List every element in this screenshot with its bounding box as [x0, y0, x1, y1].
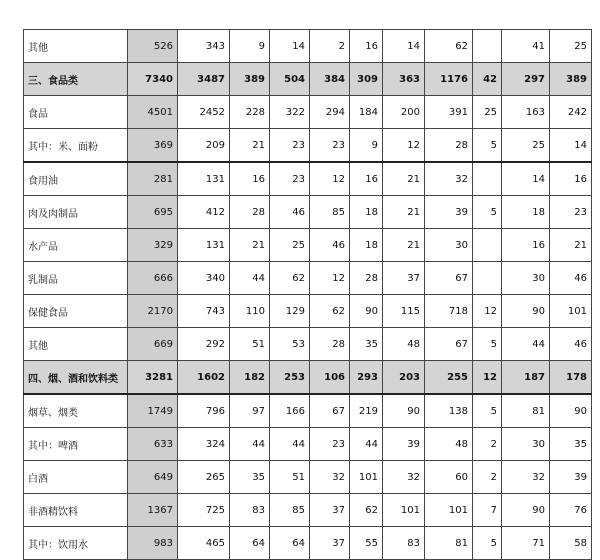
- row-label: 保健食品: [24, 295, 128, 328]
- value-cell: 62: [425, 30, 473, 63]
- row-total-cell: 633: [128, 428, 178, 461]
- value-cell: 23: [270, 162, 310, 196]
- value-cell: [473, 30, 502, 63]
- table-row: [24, 328, 592, 361]
- value-cell: 90: [502, 295, 550, 328]
- value-cell: 725: [178, 494, 230, 527]
- value-cell: 3487: [178, 63, 230, 96]
- value-cell: 166: [270, 394, 310, 428]
- value-cell: 21: [550, 229, 592, 262]
- value-cell: 42: [473, 63, 502, 96]
- value-cell: 12: [473, 295, 502, 328]
- value-cell: 12: [310, 262, 350, 295]
- table-row: [24, 30, 592, 63]
- row-label: 乳制品: [24, 262, 128, 295]
- row-label: 其中：饮用水: [24, 527, 128, 560]
- row-label: 其中：啤酒: [24, 428, 128, 461]
- value-cell: 178: [550, 361, 592, 395]
- value-cell: 55: [350, 527, 383, 560]
- value-cell: 9: [350, 129, 383, 163]
- value-cell: 32: [502, 461, 550, 494]
- value-cell: 83: [383, 527, 425, 560]
- table-row: [24, 494, 592, 527]
- value-cell: 14: [502, 162, 550, 196]
- value-cell: 343: [178, 30, 230, 63]
- value-cell: 32: [310, 461, 350, 494]
- row-total-cell: 7340: [128, 63, 178, 96]
- table-row: [24, 262, 592, 295]
- value-cell: 389: [230, 63, 270, 96]
- value-cell: 242: [550, 96, 592, 129]
- value-cell: 21: [383, 196, 425, 229]
- value-cell: 16: [230, 162, 270, 196]
- value-cell: 37: [310, 527, 350, 560]
- table-row: [24, 361, 592, 395]
- value-cell: 340: [178, 262, 230, 295]
- table-row: [24, 394, 592, 428]
- table-row: [24, 461, 592, 494]
- value-cell: 265: [178, 461, 230, 494]
- value-cell: 12: [310, 162, 350, 196]
- value-cell: 1176: [425, 63, 473, 96]
- value-cell: 62: [350, 494, 383, 527]
- value-cell: 41: [502, 30, 550, 63]
- row-total-cell: 1749: [128, 394, 178, 428]
- value-cell: 203: [383, 361, 425, 395]
- value-cell: 28: [350, 262, 383, 295]
- table-row: [24, 229, 592, 262]
- value-cell: 35: [230, 461, 270, 494]
- value-cell: 25: [270, 229, 310, 262]
- value-cell: 228: [230, 96, 270, 129]
- value-cell: 97: [230, 394, 270, 428]
- value-cell: 184: [350, 96, 383, 129]
- row-total-cell: 669: [128, 328, 178, 361]
- row-total-cell: 4501: [128, 96, 178, 129]
- value-cell: 5: [473, 328, 502, 361]
- value-cell: 16: [502, 229, 550, 262]
- value-cell: 35: [550, 428, 592, 461]
- value-cell: 101: [550, 295, 592, 328]
- value-cell: 200: [383, 96, 425, 129]
- table-row: [24, 162, 592, 196]
- value-cell: 187: [502, 361, 550, 395]
- value-cell: 106: [310, 361, 350, 395]
- value-cell: 46: [310, 229, 350, 262]
- value-cell: [473, 229, 502, 262]
- value-cell: 51: [270, 461, 310, 494]
- value-cell: 465: [178, 527, 230, 560]
- table-row: [24, 96, 592, 129]
- value-cell: 743: [178, 295, 230, 328]
- value-cell: 16: [350, 30, 383, 63]
- value-cell: 12: [383, 129, 425, 163]
- value-cell: 62: [270, 262, 310, 295]
- value-cell: 44: [270, 428, 310, 461]
- table-body: [24, 30, 592, 560]
- row-label: 四、烟、酒和饮料类: [24, 361, 128, 395]
- value-cell: 363: [383, 63, 425, 96]
- value-cell: 53: [270, 328, 310, 361]
- table-row: [24, 428, 592, 461]
- row-label: 其中：米、面粉: [24, 129, 128, 163]
- row-label: 非酒精饮料: [24, 494, 128, 527]
- value-cell: 32: [383, 461, 425, 494]
- value-cell: 64: [230, 527, 270, 560]
- value-cell: 46: [550, 328, 592, 361]
- value-cell: 309: [350, 63, 383, 96]
- value-cell: 35: [350, 328, 383, 361]
- statistics-table: [23, 29, 592, 560]
- row-total-cell: 649: [128, 461, 178, 494]
- value-cell: 293: [350, 361, 383, 395]
- value-cell: 5: [473, 196, 502, 229]
- value-cell: 101: [425, 494, 473, 527]
- value-cell: 297: [502, 63, 550, 96]
- value-cell: 163: [502, 96, 550, 129]
- value-cell: 64: [270, 527, 310, 560]
- row-label: 其他: [24, 328, 128, 361]
- table-row: [24, 527, 592, 560]
- value-cell: 384: [310, 63, 350, 96]
- table-row: [24, 295, 592, 328]
- row-total-cell: 3281: [128, 361, 178, 395]
- value-cell: 25: [502, 129, 550, 163]
- value-cell: 23: [270, 129, 310, 163]
- row-total-cell: 281: [128, 162, 178, 196]
- value-cell: 2: [473, 461, 502, 494]
- row-total-cell: 369: [128, 129, 178, 163]
- value-cell: 5: [473, 527, 502, 560]
- value-cell: 48: [383, 328, 425, 361]
- value-cell: 58: [550, 527, 592, 560]
- value-cell: 2: [473, 428, 502, 461]
- row-total-cell: 526: [128, 30, 178, 63]
- value-cell: 7: [473, 494, 502, 527]
- value-cell: 32: [425, 162, 473, 196]
- row-label: 三、食品类: [24, 63, 128, 96]
- value-cell: 110: [230, 295, 270, 328]
- value-cell: 504: [270, 63, 310, 96]
- value-cell: 2: [310, 30, 350, 63]
- row-total-cell: 983: [128, 527, 178, 560]
- value-cell: 21: [383, 162, 425, 196]
- row-total-cell: 666: [128, 262, 178, 295]
- value-cell: 138: [425, 394, 473, 428]
- value-cell: 25: [473, 96, 502, 129]
- value-cell: 44: [230, 262, 270, 295]
- value-cell: 182: [230, 361, 270, 395]
- value-cell: 85: [310, 196, 350, 229]
- value-cell: 21: [230, 229, 270, 262]
- value-cell: 412: [178, 196, 230, 229]
- value-cell: 30: [502, 262, 550, 295]
- value-cell: 46: [270, 196, 310, 229]
- value-cell: 219: [350, 394, 383, 428]
- value-cell: 101: [383, 494, 425, 527]
- value-cell: 81: [425, 527, 473, 560]
- table-row: [24, 196, 592, 229]
- table-row: [24, 129, 592, 163]
- value-cell: 209: [178, 129, 230, 163]
- value-cell: 62: [310, 295, 350, 328]
- value-cell: 14: [550, 129, 592, 163]
- value-cell: 131: [178, 162, 230, 196]
- value-cell: 5: [473, 394, 502, 428]
- value-cell: 39: [425, 196, 473, 229]
- value-cell: 90: [350, 295, 383, 328]
- value-cell: [473, 262, 502, 295]
- value-cell: 51: [230, 328, 270, 361]
- value-cell: 14: [270, 30, 310, 63]
- value-cell: 37: [310, 494, 350, 527]
- value-cell: 39: [550, 461, 592, 494]
- value-cell: 115: [383, 295, 425, 328]
- value-cell: 46: [550, 262, 592, 295]
- value-cell: 21: [383, 229, 425, 262]
- value-cell: 28: [310, 328, 350, 361]
- value-cell: 44: [502, 328, 550, 361]
- row-total-cell: 1367: [128, 494, 178, 527]
- value-cell: 1602: [178, 361, 230, 395]
- row-label: 水产品: [24, 229, 128, 262]
- value-cell: 131: [178, 229, 230, 262]
- value-cell: 796: [178, 394, 230, 428]
- value-cell: 81: [502, 394, 550, 428]
- value-cell: [473, 162, 502, 196]
- value-cell: 16: [550, 162, 592, 196]
- value-cell: 324: [178, 428, 230, 461]
- value-cell: 14: [383, 30, 425, 63]
- value-cell: 2452: [178, 96, 230, 129]
- row-total-cell: 695: [128, 196, 178, 229]
- value-cell: 71: [502, 527, 550, 560]
- value-cell: 76: [550, 494, 592, 527]
- table-row: [24, 63, 592, 96]
- value-cell: 39: [383, 428, 425, 461]
- row-label: 其他: [24, 30, 128, 63]
- value-cell: 28: [230, 196, 270, 229]
- value-cell: 30: [425, 229, 473, 262]
- value-cell: 60: [425, 461, 473, 494]
- row-label: 白酒: [24, 461, 128, 494]
- value-cell: 44: [230, 428, 270, 461]
- row-total-cell: 329: [128, 229, 178, 262]
- value-cell: 67: [310, 394, 350, 428]
- value-cell: 25: [550, 30, 592, 63]
- value-cell: 16: [350, 162, 383, 196]
- row-label: 肉及肉制品: [24, 196, 128, 229]
- row-label: 食品: [24, 96, 128, 129]
- row-label: 食用油: [24, 162, 128, 196]
- value-cell: 67: [425, 262, 473, 295]
- value-cell: 23: [550, 196, 592, 229]
- value-cell: 90: [550, 394, 592, 428]
- value-cell: 85: [270, 494, 310, 527]
- value-cell: 255: [425, 361, 473, 395]
- value-cell: 389: [550, 63, 592, 96]
- value-cell: 44: [350, 428, 383, 461]
- value-cell: 253: [270, 361, 310, 395]
- value-cell: 83: [230, 494, 270, 527]
- value-cell: 90: [502, 494, 550, 527]
- value-cell: 48: [425, 428, 473, 461]
- value-cell: 129: [270, 295, 310, 328]
- value-cell: 90: [383, 394, 425, 428]
- value-cell: 5: [473, 129, 502, 163]
- value-cell: 718: [425, 295, 473, 328]
- value-cell: 28: [425, 129, 473, 163]
- value-cell: 294: [310, 96, 350, 129]
- value-cell: 67: [425, 328, 473, 361]
- value-cell: 18: [350, 229, 383, 262]
- value-cell: 292: [178, 328, 230, 361]
- value-cell: 18: [350, 196, 383, 229]
- value-cell: 37: [383, 262, 425, 295]
- value-cell: 391: [425, 96, 473, 129]
- row-label: 烟草、烟类: [24, 394, 128, 428]
- value-cell: 21: [230, 129, 270, 163]
- value-cell: 23: [310, 428, 350, 461]
- value-cell: 30: [502, 428, 550, 461]
- row-total-cell: 2170: [128, 295, 178, 328]
- value-cell: 101: [350, 461, 383, 494]
- value-cell: 322: [270, 96, 310, 129]
- value-cell: 23: [310, 129, 350, 163]
- value-cell: 18: [502, 196, 550, 229]
- value-cell: 9: [230, 30, 270, 63]
- value-cell: 12: [473, 361, 502, 395]
